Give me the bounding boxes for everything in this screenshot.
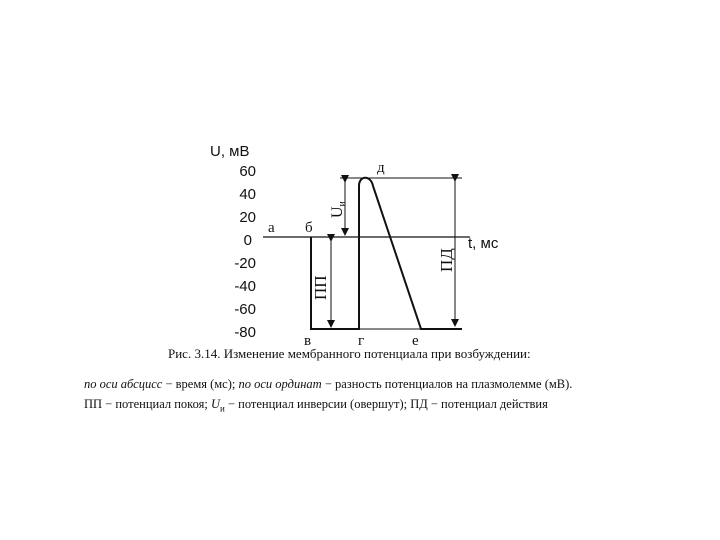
point-label-g: г xyxy=(358,333,365,349)
figure-caption-title: Рис. 3.14. Изменение мембранного потенциала при возбуждении: xyxy=(168,346,531,361)
x-axis-label: t, мс xyxy=(468,235,499,252)
y-tick-label: -40 xyxy=(234,278,256,295)
y-tick-label: 40 xyxy=(239,186,256,203)
point-label-e: е xyxy=(412,333,419,349)
caption-run: − потенциал инверсии (овершут); ПД − потенциал действия xyxy=(224,397,548,411)
resting-potential-label: ПП xyxy=(311,275,330,300)
point-label-v: в xyxy=(304,333,312,349)
figure-caption-legend xyxy=(84,397,720,414)
caption-run: U xyxy=(210,397,220,411)
svg-text:Uи xyxy=(329,200,348,218)
point-label-a: а xyxy=(268,220,275,236)
y-axis-label: U, мВ xyxy=(210,143,250,160)
inversion-potential-label: U xyxy=(329,206,346,218)
caption-run: и xyxy=(220,403,225,414)
caption-run: по оси ординат xyxy=(238,377,322,391)
y-tick-label: 60 xyxy=(239,163,256,180)
caption-run: ПП − потенциал покоя; xyxy=(84,397,211,411)
point-label-b: б xyxy=(305,220,313,236)
caption-run: − время (мс); xyxy=(162,377,239,391)
caption-run: − разность потенциалов на плазмолемме (мВ). xyxy=(321,377,573,391)
y-tick-label: -80 xyxy=(234,324,256,341)
inversion-subscript: и xyxy=(337,201,348,207)
caption-run: по оси абсцисс xyxy=(84,377,163,391)
y-tick-label: 0 xyxy=(243,232,252,249)
y-tick-label: -20 xyxy=(234,255,256,272)
point-label-d: д xyxy=(377,160,385,176)
action-potential-label: ПД xyxy=(437,248,456,272)
y-tick-label: -60 xyxy=(234,301,256,318)
figure-caption-axes xyxy=(84,377,720,392)
y-tick-label: 20 xyxy=(239,209,256,226)
